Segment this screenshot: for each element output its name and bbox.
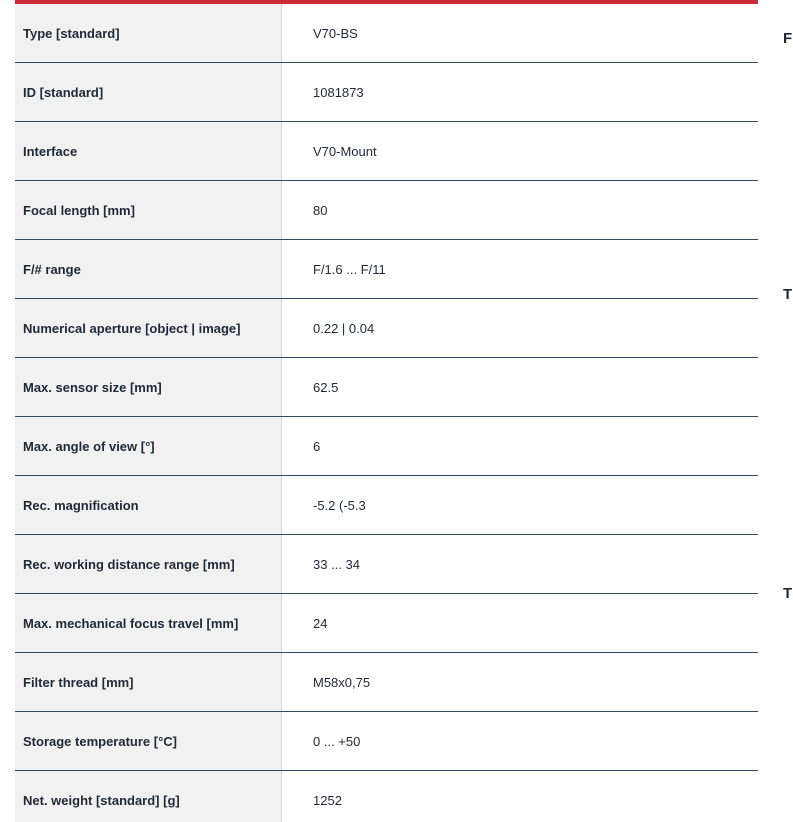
table-row [15,63,758,122]
spec-label: F/# range [15,240,282,298]
spec-label: Type [standard] [15,4,282,62]
right-edge-letter: F [783,30,793,47]
spec-label: Net. weight [standard] [g] [15,771,282,822]
spec-value: 62.5 [313,379,339,395]
table-row [15,594,758,653]
spec-label: Max. mechanical focus travel [mm] [15,594,282,652]
table-row [15,417,758,476]
spec-value: M58x0,75 [313,674,371,690]
right-edge-letter: T [783,286,793,303]
spec-value: 1252 [313,793,342,808]
table-row [15,122,758,181]
spec-value: V70-Mount [313,143,377,159]
spec-value: 24 [313,615,328,631]
spec-label: Filter thread [mm] [15,653,282,711]
spec-label: Rec. magnification [15,476,282,534]
table-row [15,712,758,771]
table-row [15,181,758,240]
spec-label: Max. angle of view [°] [15,417,282,475]
spec-value: 0.22 | 0.04 [313,320,375,336]
spec-value: F/1.6 ... F/11 [313,261,386,277]
table-row [15,476,758,535]
spec-value: 80 [313,202,328,218]
spec-label: Focal length [mm] [15,181,282,239]
spec-value: V70-BS [313,25,358,41]
table-row [15,240,758,299]
spec-value: -5.2 (-5.3 [313,497,366,513]
table-row [15,4,758,63]
spec-label: Interface [15,122,282,180]
spec-value: 6 [313,438,321,454]
table-row [15,299,758,358]
spec-value: 33 ... 34 [313,556,360,572]
spec-label: Rec. working distance range [mm] [15,535,282,593]
right-edge-letter: T [783,585,793,602]
table-row [15,653,758,712]
spec-table [15,0,758,822]
spec-value: 0 ... +50 [313,733,361,749]
spec-label: ID [standard] [15,63,282,121]
table-row [15,771,758,822]
table-row [15,358,758,417]
spec-label: Storage temperature [°C] [15,712,282,770]
spec-label: Max. sensor size [mm] [15,358,282,416]
table-row [15,535,758,594]
spec-label: Numerical aperture [object | image] [15,299,282,357]
spec-value: 1081873 [313,84,364,100]
